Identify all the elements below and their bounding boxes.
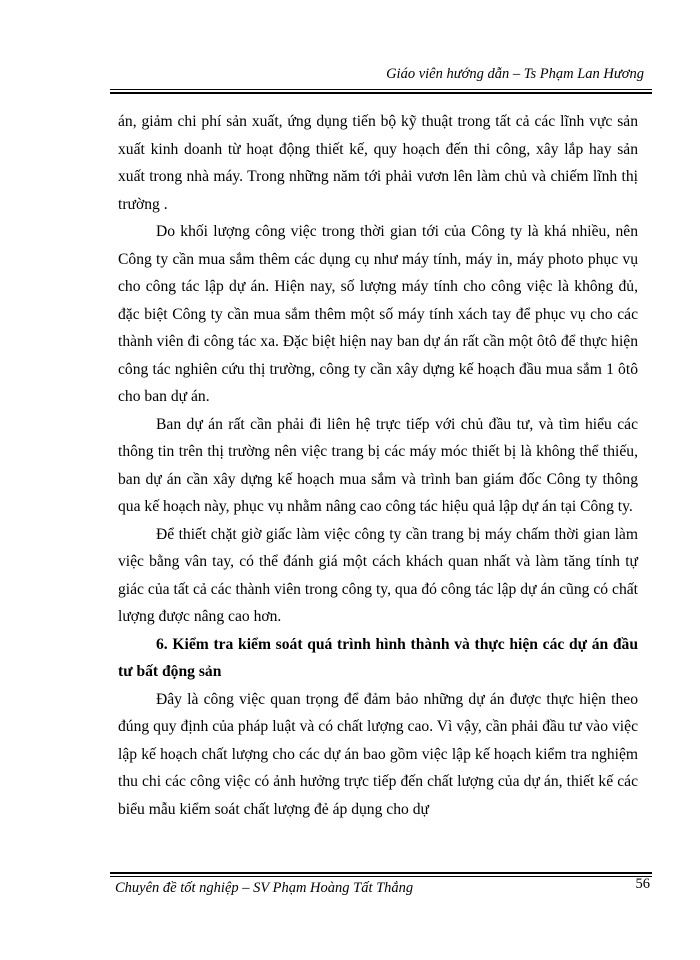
section-heading: 6. Kiểm tra kiểm soát quá trình hình thành và thực hiện các dự án đầu tư bất động sản xyxy=(118,635,638,680)
document-body xyxy=(118,108,638,823)
header-rule-thin xyxy=(110,89,652,90)
paragraph-4: Để thiết chặt giờ giấc làm việc công ty cần trang bị máy chấm thời gian làm việc bằng vân tay, có thể đánh giá một cách khách quan nhất và làm tăng tính tự giác của tất cả các thành viên trong công ty, qua đó công tác lập dự án cũng có chất lượng được nâng cao hơn. xyxy=(118,525,638,625)
paragraph-1: án, giảm chi phí sản xuất, ứng dụng tiến bộ kỹ thuật trong tất cả các lĩnh vực sản xuất kinh doanh từ hoạt động thiết kế, quy hoạch đến thi công, xây lắp hay sản xuất trong nhà máy. Trong những năm tới phải vươn lên làm chủ và chiếm lĩnh thị trường . xyxy=(118,113,638,213)
page-number: 56 xyxy=(635,876,650,892)
paragraph-5: Đây là công việc quan trọng để đảm bảo những dự án được thực hiện theo đúng quy định của pháp luật và có chất lượng cao. Vì vậy, cần phải đầu tư vào việc lập kế hoạch chất lượng cho các dự án bao gồm việc lập kế hoạch kiểm tra nghiệm thu chi các công việc có ảnh hưởng trực tiếp đến chất lượng của dự án, thiết kế các biểu mẫu kiểm soát chất lượng đẻ áp dụng cho dự xyxy=(118,690,638,818)
page-header: Giáo viên hướng dẫn – Ts Phạm Lan Hương xyxy=(386,66,644,82)
header-rule-thick xyxy=(110,92,652,94)
page-footer: Chuyên đề tốt nghiệp – SV Phạm Hoàng Tất Thắng xyxy=(115,880,414,896)
footer-rule-thick xyxy=(110,872,652,874)
paragraph-3: Ban dự án rất cần phải đi liên hệ trực tiếp với chủ đầu tư, và tìm hiểu các thông tin trên thị trường nên việc trang bị các máy móc thiết bị là không thể thiếu, ban dự án cần xây dựng kế hoạch mua sắm và trình ban giám đốc Công ty thông qua kế hoạch này, phục vụ nhằm nâng cao công tác hiệu quả lập dự án tại Công ty. xyxy=(118,415,638,515)
paragraph-2: Do khối lượng công việc trong thời gian tới của Công ty là khá nhiều, nên Công ty cần mua sắm thêm các dụng cụ như máy tính, máy in, máy photo phục vụ cho công tác lập dự án. Hiện nay, số lượng máy tính cho công việc là không đủ, đặc biệt Công ty cần mua sắm thêm một số máy tính xách tay để phục vụ cho các thành viên đi công tác xa. Đặc biệt hiện nay ban dự án rất cần một ôtô để thực hiện công tác nghiên cứu thị trường, công ty cần xây dựng kế hoạch đầu mua sắm 1 ôtô cho ban dự án. xyxy=(118,223,638,405)
footer-rule-thin xyxy=(110,876,652,877)
